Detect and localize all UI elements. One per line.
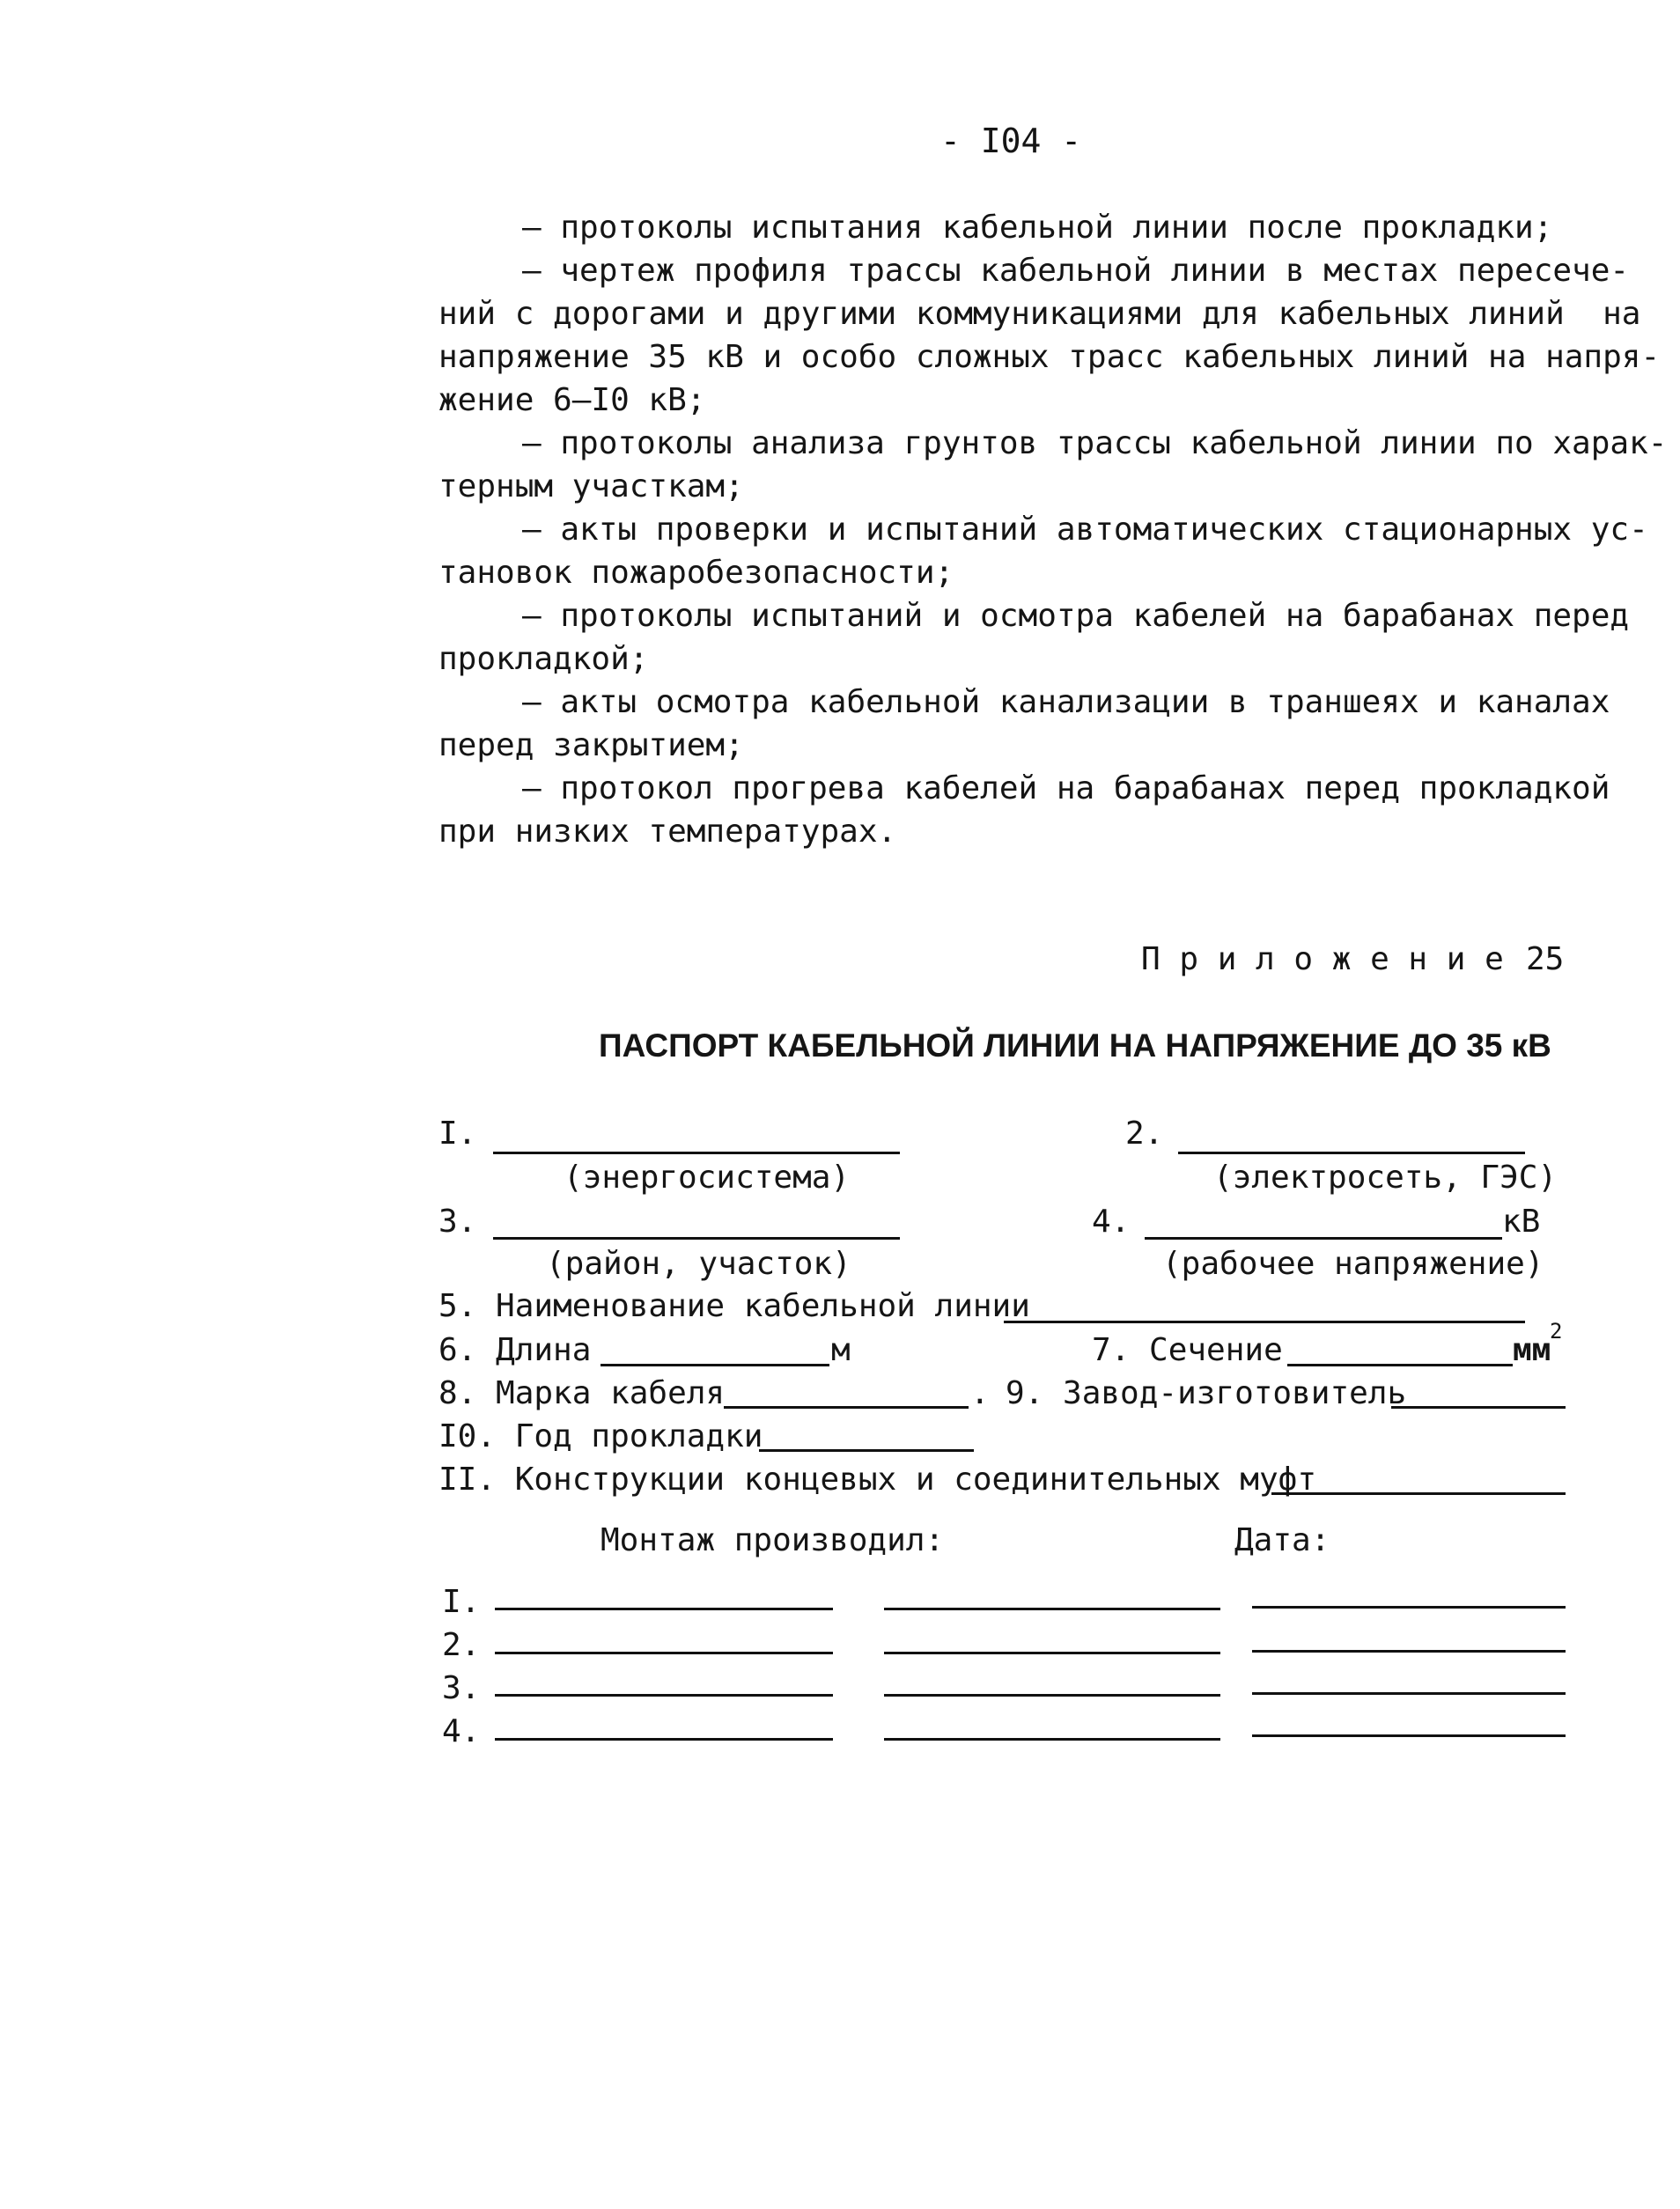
- list-item: – протоколы испытаний и осмотра кабелей на барабанах перед: [522, 598, 1630, 634]
- list-item-continuation: прокладкой;: [438, 641, 649, 677]
- installer-line[interactable]: [495, 1652, 833, 1654]
- appendix-label: П р и л о ж е н и е: [1141, 941, 1504, 977]
- field-11-line[interactable]: [1271, 1492, 1566, 1495]
- field-8-line[interactable]: [724, 1406, 969, 1409]
- list-item-continuation: ний с дорогами и другими коммуникациями для кабельных линий на: [438, 296, 1641, 332]
- field-10-line[interactable]: [759, 1449, 974, 1452]
- field-7-label: 7. Сечение: [1092, 1332, 1283, 1368]
- installer-line[interactable]: [495, 1738, 833, 1741]
- date-line[interactable]: [1252, 1606, 1566, 1609]
- field-7-line[interactable]: [1287, 1364, 1513, 1366]
- list-item: – акты осмотра кабельной канализации в траншеях и каналах: [522, 684, 1610, 720]
- list-item-continuation: терным участкам;: [438, 468, 744, 504]
- field-9-line[interactable]: [1391, 1406, 1566, 1409]
- list-item-continuation: перед закрытием;: [438, 727, 744, 763]
- field-6-label: 6. Длина: [438, 1332, 592, 1368]
- installer-line[interactable]: [884, 1738, 1220, 1741]
- installer-line[interactable]: [884, 1652, 1220, 1654]
- list-item: – чертеж профиля трассы кабельной линии в местах пересече-: [522, 253, 1630, 289]
- installer-line[interactable]: [495, 1608, 833, 1610]
- field-5-label: 5. Наименование кабельной линии: [438, 1288, 1030, 1324]
- installation-row-number: 2.: [442, 1627, 481, 1663]
- field-3-number: 3.: [438, 1204, 477, 1240]
- page-number: - I04 -: [940, 121, 1082, 160]
- installation-row-number: I.: [442, 1584, 481, 1620]
- appendix-number: 25: [1526, 941, 1565, 977]
- field-4-unit: кВ: [1502, 1204, 1541, 1240]
- installer-line[interactable]: [884, 1608, 1220, 1610]
- list-item: – протоколы анализа грунтов трассы кабельной линии по харак-: [522, 425, 1668, 461]
- field-11-label: II. Конструкции концевых и соединительных муфт: [438, 1462, 1316, 1498]
- field-9-label: 9. Завод-изготовитель: [1006, 1375, 1407, 1411]
- field-2-number: 2.: [1125, 1116, 1164, 1152]
- installer-header: Монтаж производил:: [601, 1522, 945, 1558]
- field-7-unit-superscript: 2: [1550, 1319, 1563, 1344]
- date-line[interactable]: [1252, 1734, 1566, 1737]
- field-5-line[interactable]: [1004, 1321, 1525, 1323]
- field-10-label: I0. Год прокладки: [438, 1418, 763, 1454]
- installation-row-number: 4.: [442, 1713, 481, 1749]
- form-title: ПАСПОРТ КАБЕЛЬНОЙ ЛИНИИ НА НАПРЯЖЕНИЕ ДО 35 кВ: [599, 1027, 1551, 1064]
- list-item: – протокол прогрева кабелей на барабанах перед прокладкой: [522, 770, 1610, 806]
- field-3-line[interactable]: [493, 1237, 900, 1240]
- field-6-unit: м: [831, 1332, 851, 1368]
- list-item-continuation: тановок пожаробезопасности;: [438, 555, 954, 591]
- date-line[interactable]: [1252, 1650, 1566, 1653]
- field-1-line[interactable]: [493, 1152, 900, 1154]
- field-2-line[interactable]: [1178, 1152, 1525, 1154]
- installation-row-number: 3.: [442, 1670, 481, 1706]
- list-item: – акты проверки и испытаний автоматических стационарных ус-: [522, 512, 1648, 548]
- field-4-line[interactable]: [1145, 1237, 1502, 1240]
- field-1-caption: (энергосистема): [564, 1160, 851, 1196]
- date-header: Дата:: [1234, 1522, 1330, 1558]
- installer-line[interactable]: [884, 1694, 1220, 1697]
- field-3-caption: (район, участок): [546, 1246, 851, 1282]
- date-line[interactable]: [1252, 1692, 1566, 1695]
- installer-line[interactable]: [495, 1694, 833, 1697]
- field-2-caption: (электросеть, ГЭС): [1213, 1160, 1558, 1196]
- field-1-number: I.: [438, 1116, 477, 1152]
- list-item-continuation: при низких температурах.: [438, 814, 897, 850]
- field-4-caption: (рабочее напряжение): [1162, 1246, 1544, 1282]
- list-item-continuation: напряжение 35 кВ и особо сложных трасс кабельных линий на напря-: [438, 339, 1661, 375]
- field-8-dot: .: [970, 1375, 990, 1411]
- field-4-number: 4.: [1092, 1204, 1131, 1240]
- field-8-label: 8. Марка кабеля: [438, 1375, 726, 1411]
- list-item-continuation: жение 6–I0 кВ;: [438, 382, 706, 418]
- field-7-unit: мм: [1513, 1332, 1551, 1368]
- field-6-line[interactable]: [601, 1364, 829, 1366]
- list-item: – протоколы испытания кабельной линии после прокладки;: [522, 210, 1553, 246]
